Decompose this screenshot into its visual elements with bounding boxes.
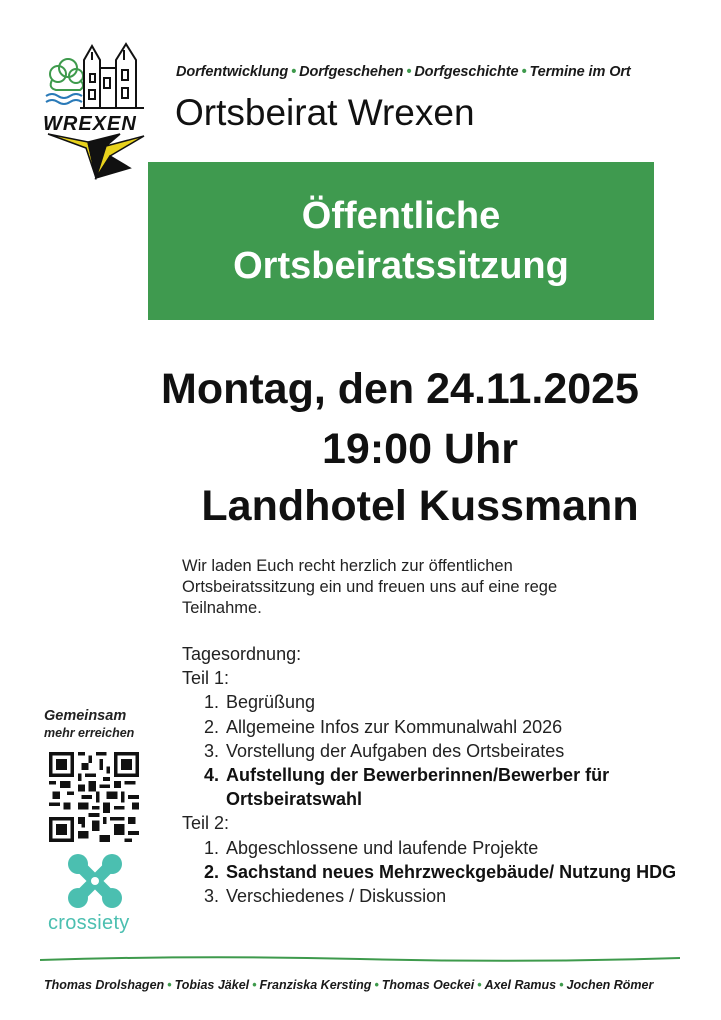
member-name: Thomas Drolshagen: [44, 978, 165, 992]
event-date: Montag, den 24.11.2025: [161, 365, 639, 413]
intro-text: Wir laden Euch recht herzlich zur öffentlichen Ortsbeiratssitzung ein und freuen uns auf eine rege Teilnahme.: [182, 557, 558, 617]
org-title: Ortsbeirat Wrexen: [175, 92, 475, 133]
agenda-list-part-1: [182, 690, 702, 811]
footer-divider: [40, 952, 680, 966]
member-name: Tobias Jäkel: [174, 978, 250, 992]
agenda-item-text: Begrüßung: [226, 692, 316, 713]
agenda-item: [182, 836, 702, 860]
title-banner: [148, 162, 654, 320]
agenda-item-number: 2.: [204, 716, 220, 737]
slogan-line-1: Gemeinsam: [44, 708, 127, 724]
crossiety-icon: [64, 850, 126, 912]
tagline-item: Dorfgeschichte: [414, 64, 519, 80]
banner-line-1: Öffentliche: [301, 195, 501, 237]
agenda-part-label: Teil 1:: [182, 668, 230, 689]
tagline-item: Dorfgeschehen: [299, 64, 404, 80]
member-name: Axel Ramus: [484, 978, 557, 992]
bullet-dot: •: [477, 978, 482, 992]
agenda-item-number: 4.: [204, 765, 220, 786]
agenda-part-label: Teil 2:: [182, 813, 230, 834]
qr-code-icon[interactable]: [49, 752, 139, 842]
logo-text: WREXEN: [43, 113, 137, 135]
sidebar-slogan: [44, 708, 144, 740]
member-name: Jochen Römer: [566, 978, 654, 992]
bullet-dot: •: [374, 978, 379, 992]
member-name: Franziska Kersting: [259, 978, 372, 992]
crossiety-brand-name: crossiety: [48, 912, 130, 934]
tagline-item: Termine im Ort: [529, 64, 631, 80]
wrexen-logo: [40, 38, 152, 180]
agenda-item-number: 1.: [204, 692, 220, 713]
agenda-heading: Tagesordnung:: [182, 644, 302, 664]
event-venue: Landhotel Kussmann: [201, 482, 639, 530]
agenda-item-text: Aufstellung der Bewerberinnen/Bewerber für Ortsbeiratswahl: [226, 765, 610, 810]
bullet-dot: •: [559, 978, 564, 992]
bullet-dot: •: [252, 978, 257, 992]
member-name: Thomas Oeckei: [381, 978, 475, 992]
agenda-item: [182, 884, 702, 908]
agenda-item-number: 2.: [204, 861, 220, 882]
agenda-item: [182, 715, 702, 739]
agenda-item: [182, 860, 702, 884]
bullet-dot: •: [291, 64, 297, 80]
agenda-list-part-2: [182, 836, 702, 909]
tagline-item: Dorfentwicklung: [176, 64, 289, 80]
footer-members: [44, 978, 684, 992]
event-time: 19:00 Uhr: [322, 425, 518, 473]
agenda-item-text: Abgeschlossene und laufende Projekte: [226, 837, 539, 858]
agenda-item-text: Vorstellung der Aufgaben des Ortsbeirates: [226, 740, 565, 761]
agenda-item-text: Sachstand neues Mehrzweckgebäude/ Nutzung HDG: [226, 861, 677, 882]
agenda-item: [182, 739, 702, 763]
banner-line-2: Ortsbeiratssitzung: [233, 245, 569, 287]
agenda-item-text: Allgemeine Infos zur Kommunalwahl 2026: [226, 716, 563, 737]
agenda: [182, 642, 702, 908]
bullet-dot: •: [406, 64, 412, 80]
bullet-dot: •: [167, 978, 172, 992]
agenda-item-number: 3.: [204, 740, 220, 761]
agenda-item-text: Verschiedenes / Diskussion: [226, 886, 447, 907]
header-tagline: [176, 64, 631, 80]
agenda-item-number: 1.: [204, 837, 220, 858]
slogan-line-2: mehr erreichen: [44, 726, 135, 740]
agenda-item: [182, 763, 702, 811]
agenda-item: [182, 690, 702, 714]
bullet-dot: •: [521, 64, 527, 80]
agenda-item-number: 3.: [204, 886, 220, 907]
